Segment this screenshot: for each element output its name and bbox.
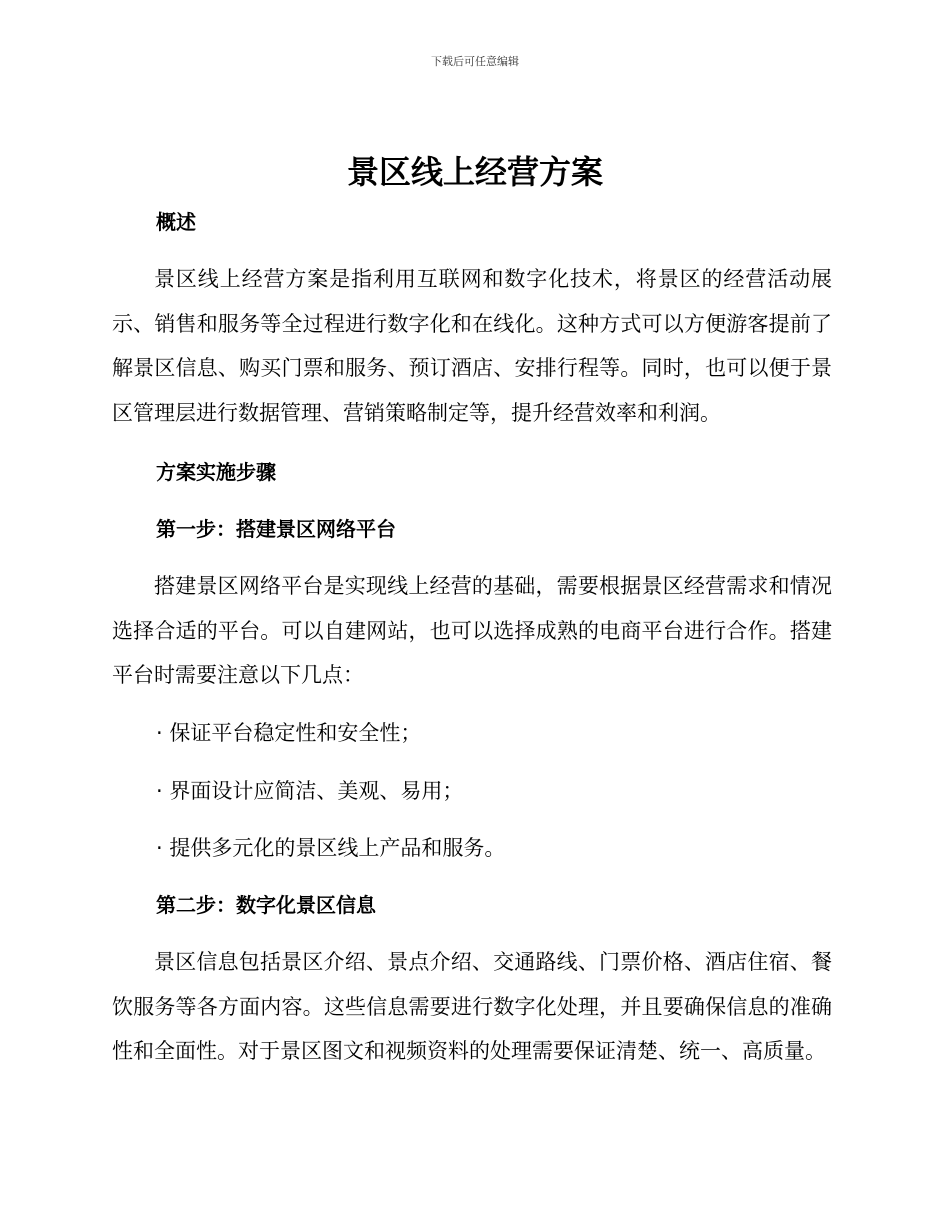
page-header-note: 下载后可任意编辑 xyxy=(431,55,519,68)
document-title: 景区线上经营方案 xyxy=(346,153,603,191)
section-heading-overview: 概述 xyxy=(156,210,196,234)
section-heading-step1: 第一步：搭建景区网络平台 xyxy=(156,517,396,541)
paragraph-overview: 景区线上经营方案是指利用互联网和数字化技术，将景区的经营活动展示、销售和服务等全过程进行数字化和在线化。这种方式可以方便游客提前了解景区信息、购买门票和服务、预订酒店、安排行程等。同时，也可以便于景区管理层进行数据管理、营销策略制定等，提升经营效率和利润。 xyxy=(112,267,832,425)
list-item-step1-3: · 提供多元化的景区线上产品和服务。 xyxy=(156,836,506,860)
section-heading-steps: 方案实施步骤 xyxy=(156,460,276,484)
paragraph-step1: 搭建景区网络平台是实现线上经营的基础，需要根据景区经营需求和情况选择合适的平台。可以自建网站，也可以选择成熟的电商平台进行合作。搭建平台时需要注意以下几点： xyxy=(112,574,832,687)
list-item-step1-2: · 界面设计应简洁、美观、易用； xyxy=(156,779,464,803)
list-item-step1-1: · 保证平台稳定性和安全性； xyxy=(156,721,422,745)
paragraph-step2: 景区信息包括景区介绍、景点介绍、交通路线、门票价格、酒店住宿、餐饮服务等各方面内容。这些信息需要进行数字化处理，并且要确保信息的准确性和全面性。对于景区图文和视频资料的处理需要保证清楚、统一、高质量。 xyxy=(112,950,832,1063)
section-heading-step2: 第二步：数字化景区信息 xyxy=(156,893,376,917)
